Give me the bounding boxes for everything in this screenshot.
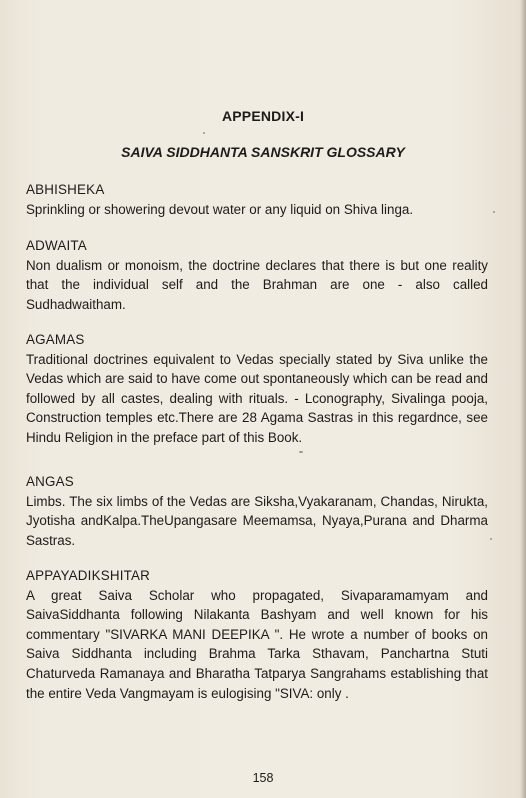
page-number: 158 [252, 771, 274, 785]
paper-speck [490, 538, 492, 540]
entry-definition: Traditional doctrines equivalent to Vedas specially stated by Siva unlike the Vedas which are said to have come out spontaneously which can be read and followed by all castes, dealing with rituals. - Lconography, Sivalinga pooja, Construction temples etc.There are 28 Agama Sastras in this regardnce, see Hindu Religion in the preface part of this Book. [26, 351, 488, 445]
entry-definition: Sprinkling or showering devout water or any liquid on Shiva linga. [26, 201, 414, 217]
glossary-entry-agamas [26, 330, 488, 448]
entry-definition: A great Saiva Scholar who propagated, Sivaparamamyam and SaivaSiddhanta following Nilakanta Bashyam and well known for his commentary "SIVARKA MANI DEEPIKA ". He wrote a number of books on Saiva Siddhanta including Brahma Tarka Sthavam, Panchartna Stuti Chaturveda Ramanaya and Bharatha Tatparya Sangrahams establishing that the entire Veda Vangmayam is eulogising "SIVA: only . [26, 587, 488, 701]
glossary-entry-adwaita [26, 236, 488, 314]
entry-term: ABHISHEKA [26, 182, 105, 197]
paper-speck [299, 451, 303, 453]
appendix-heading: APPENDIX-I [221, 108, 305, 124]
glossary-entry-abhisheka [26, 180, 488, 219]
entry-definition: Limbs. The six limbs of the Vedas are Siksha,Vyakaranam, Chandas, Nirukta, Jyotisha andKalpa.TheUpangasare Meemamsa, Nyaya,Purana and Dharma Sastras. [26, 493, 488, 548]
glossary-entry-appayadikshitar [26, 566, 488, 703]
paper-speck [493, 211, 495, 213]
entry-term: ANGAS [26, 474, 74, 489]
entry-term: ADWAITA [26, 238, 87, 253]
glossary-entry-angas [26, 472, 488, 550]
entry-term: APPAYADIKSHITAR [26, 568, 151, 583]
glossary-title: SAIVA SIDDHANTA SANSKRIT GLOSSARY [121, 144, 405, 160]
entry-term: AGAMAS [26, 332, 85, 347]
paper-speck [203, 132, 205, 134]
entry-definition: Non dualism or monoism, the doctrine declares that there is but one reality that the individual self and the Brahman are one - also called Sudhadwaitham. [26, 257, 488, 312]
